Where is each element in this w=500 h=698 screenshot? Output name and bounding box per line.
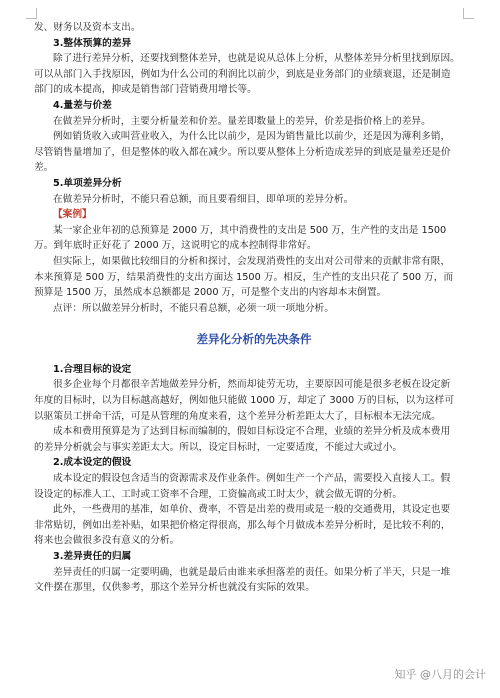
subsection-heading: 4.量差与价差 [53, 99, 112, 111]
paragraph-line: 某一家企业年初的总预算是 2000 万，其中消费性的支出是 500 万，生产性的支出是 1500 [53, 224, 447, 236]
subsection-heading: 3.整体预算的差异 [53, 37, 132, 49]
paragraph-line: 的差异分析就会与事实差距太大。所以，设定目标时，一定要适度，不能过大或过小。 [34, 441, 403, 453]
paragraph-line: 预算是 1500 万，虽然成本总额都是 2000 万，可是整个支出的内容却本末倒置。 [34, 287, 387, 299]
paragraph-line: 将来也会做很多没有意义的分析。 [34, 535, 180, 547]
paragraph-line: 差。 [34, 162, 54, 174]
paragraph-line: 以驱策员工拼命干活，可是从管理的角度来看，这个差异分析差距太大了，目标根本无法完成。 [34, 410, 441, 422]
subsection-heading: 2.成本设定的假设 [53, 457, 132, 469]
paragraph-line: 例如销货收入或叫营业收入，为什么比以前少，是因为销售量比以前少，还是因为薄利多销， [53, 131, 451, 143]
paragraph-line: 在做差异分析时，主要分析量差和价差。量差即数量上的差异，价差是指价格上的差异。 [53, 115, 431, 127]
paragraph-line: 除了进行差异分析，还要找到整体差异，也就是说从总体上分析，从整体差异分析里找到原因。 [53, 53, 460, 65]
paragraph-line: 在做差异分析时，不能只看总额，而且要看细目，即单项的差异分析。 [53, 193, 354, 205]
paragraph-line: 很多企业每个月都很辛苦地做差异分析，然而却徒劳无功，主要原因可能是很多老板在设定新 [53, 379, 451, 391]
paragraph-line: 万。到年底时正好花了 2000 万，这说明它的成本控制得非常好。 [34, 240, 317, 252]
paragraph-line: 但实际上，如果做比较细目的分析和探讨，会发现消费性的支出对公司带来的贡献非常有限， [53, 255, 451, 267]
paragraph-line: 设设定的标准人工、工时或工资率不合理，工资偏高或工时太少，就会做无谓的分析。 [34, 488, 403, 500]
paragraph-line: 可以从部门入手找原因，例如为什么公司的利润比以前少，到底是业务部门的业绩衰退，还是制造 [34, 68, 451, 80]
paragraph-line: 此外，一些费用的基准，如单价、费率，不管是出差的费用或是一般的交通费用，其设定也要 [53, 504, 451, 516]
document-page [34, 20, 474, 596]
subsection-heading: 5.单项差异分析 [53, 177, 122, 189]
section-title: 差异化分析的先决条件 [196, 332, 312, 347]
document-body-bottom [34, 362, 474, 596]
watermark: 知乎 @八月的会计 [394, 668, 486, 681]
page-corner-mark-right [463, 8, 474, 19]
paragraph-line: 成本设定的假设包含适当的资源需求及作业条件。例如生产一个产品，需要投入直接人工。假 [53, 473, 451, 485]
paragraph-line: 部门的成本提高，抑或是销售部门营销费用增长等。 [34, 84, 257, 96]
document-body-top [34, 20, 474, 316]
paragraph-line: 年度的目标时，以为目标越高越好，例如他只能做 1000 万，却定了 3000 万的目标，以为这样可 [34, 395, 455, 407]
paragraph-line: 尽管销售量增加了，但是整体的收入都在减少。所以要从整体上分析造成差异的到底是量差还是价 [34, 146, 451, 158]
paragraph-line: 非常贴切，例如出差补贴，如果把价格定得很高，那么每个月做成本差异分析时，是比较不利的， [34, 519, 451, 531]
paragraph-line: 成本和费用预算是为了达到目标而编制的，假如目标设定不合理，业绩的差异分析及成本费用 [53, 426, 451, 438]
paragraph-line: 发、财务以及资本支出。 [34, 22, 141, 33]
page-corner-mark-left [26, 8, 37, 19]
subsection-heading: 1.合理目标的设定 [53, 363, 132, 375]
case-label: 【案例】 [53, 209, 92, 221]
paragraph-line: 本来预算是 500 万，结果消费性的支出方面达 1500 万。相反，生产性的支出只花了 500 万，而 [34, 271, 454, 283]
paragraph-line: 文件摆在那里，仅供参考，那这个差异分析也就没有实际的效果。 [34, 582, 315, 594]
paragraph-line: 差异责任的归属一定要明确，也就是最后由谁来承担落差的责任。如果分析了半天，只是一堆 [53, 566, 451, 578]
subsection-heading: 3.差异责任的归属 [53, 551, 132, 562]
paragraph-line: 点评：所以做差异分析时，不能只看总额，必须一项一项地分析。 [53, 302, 334, 314]
